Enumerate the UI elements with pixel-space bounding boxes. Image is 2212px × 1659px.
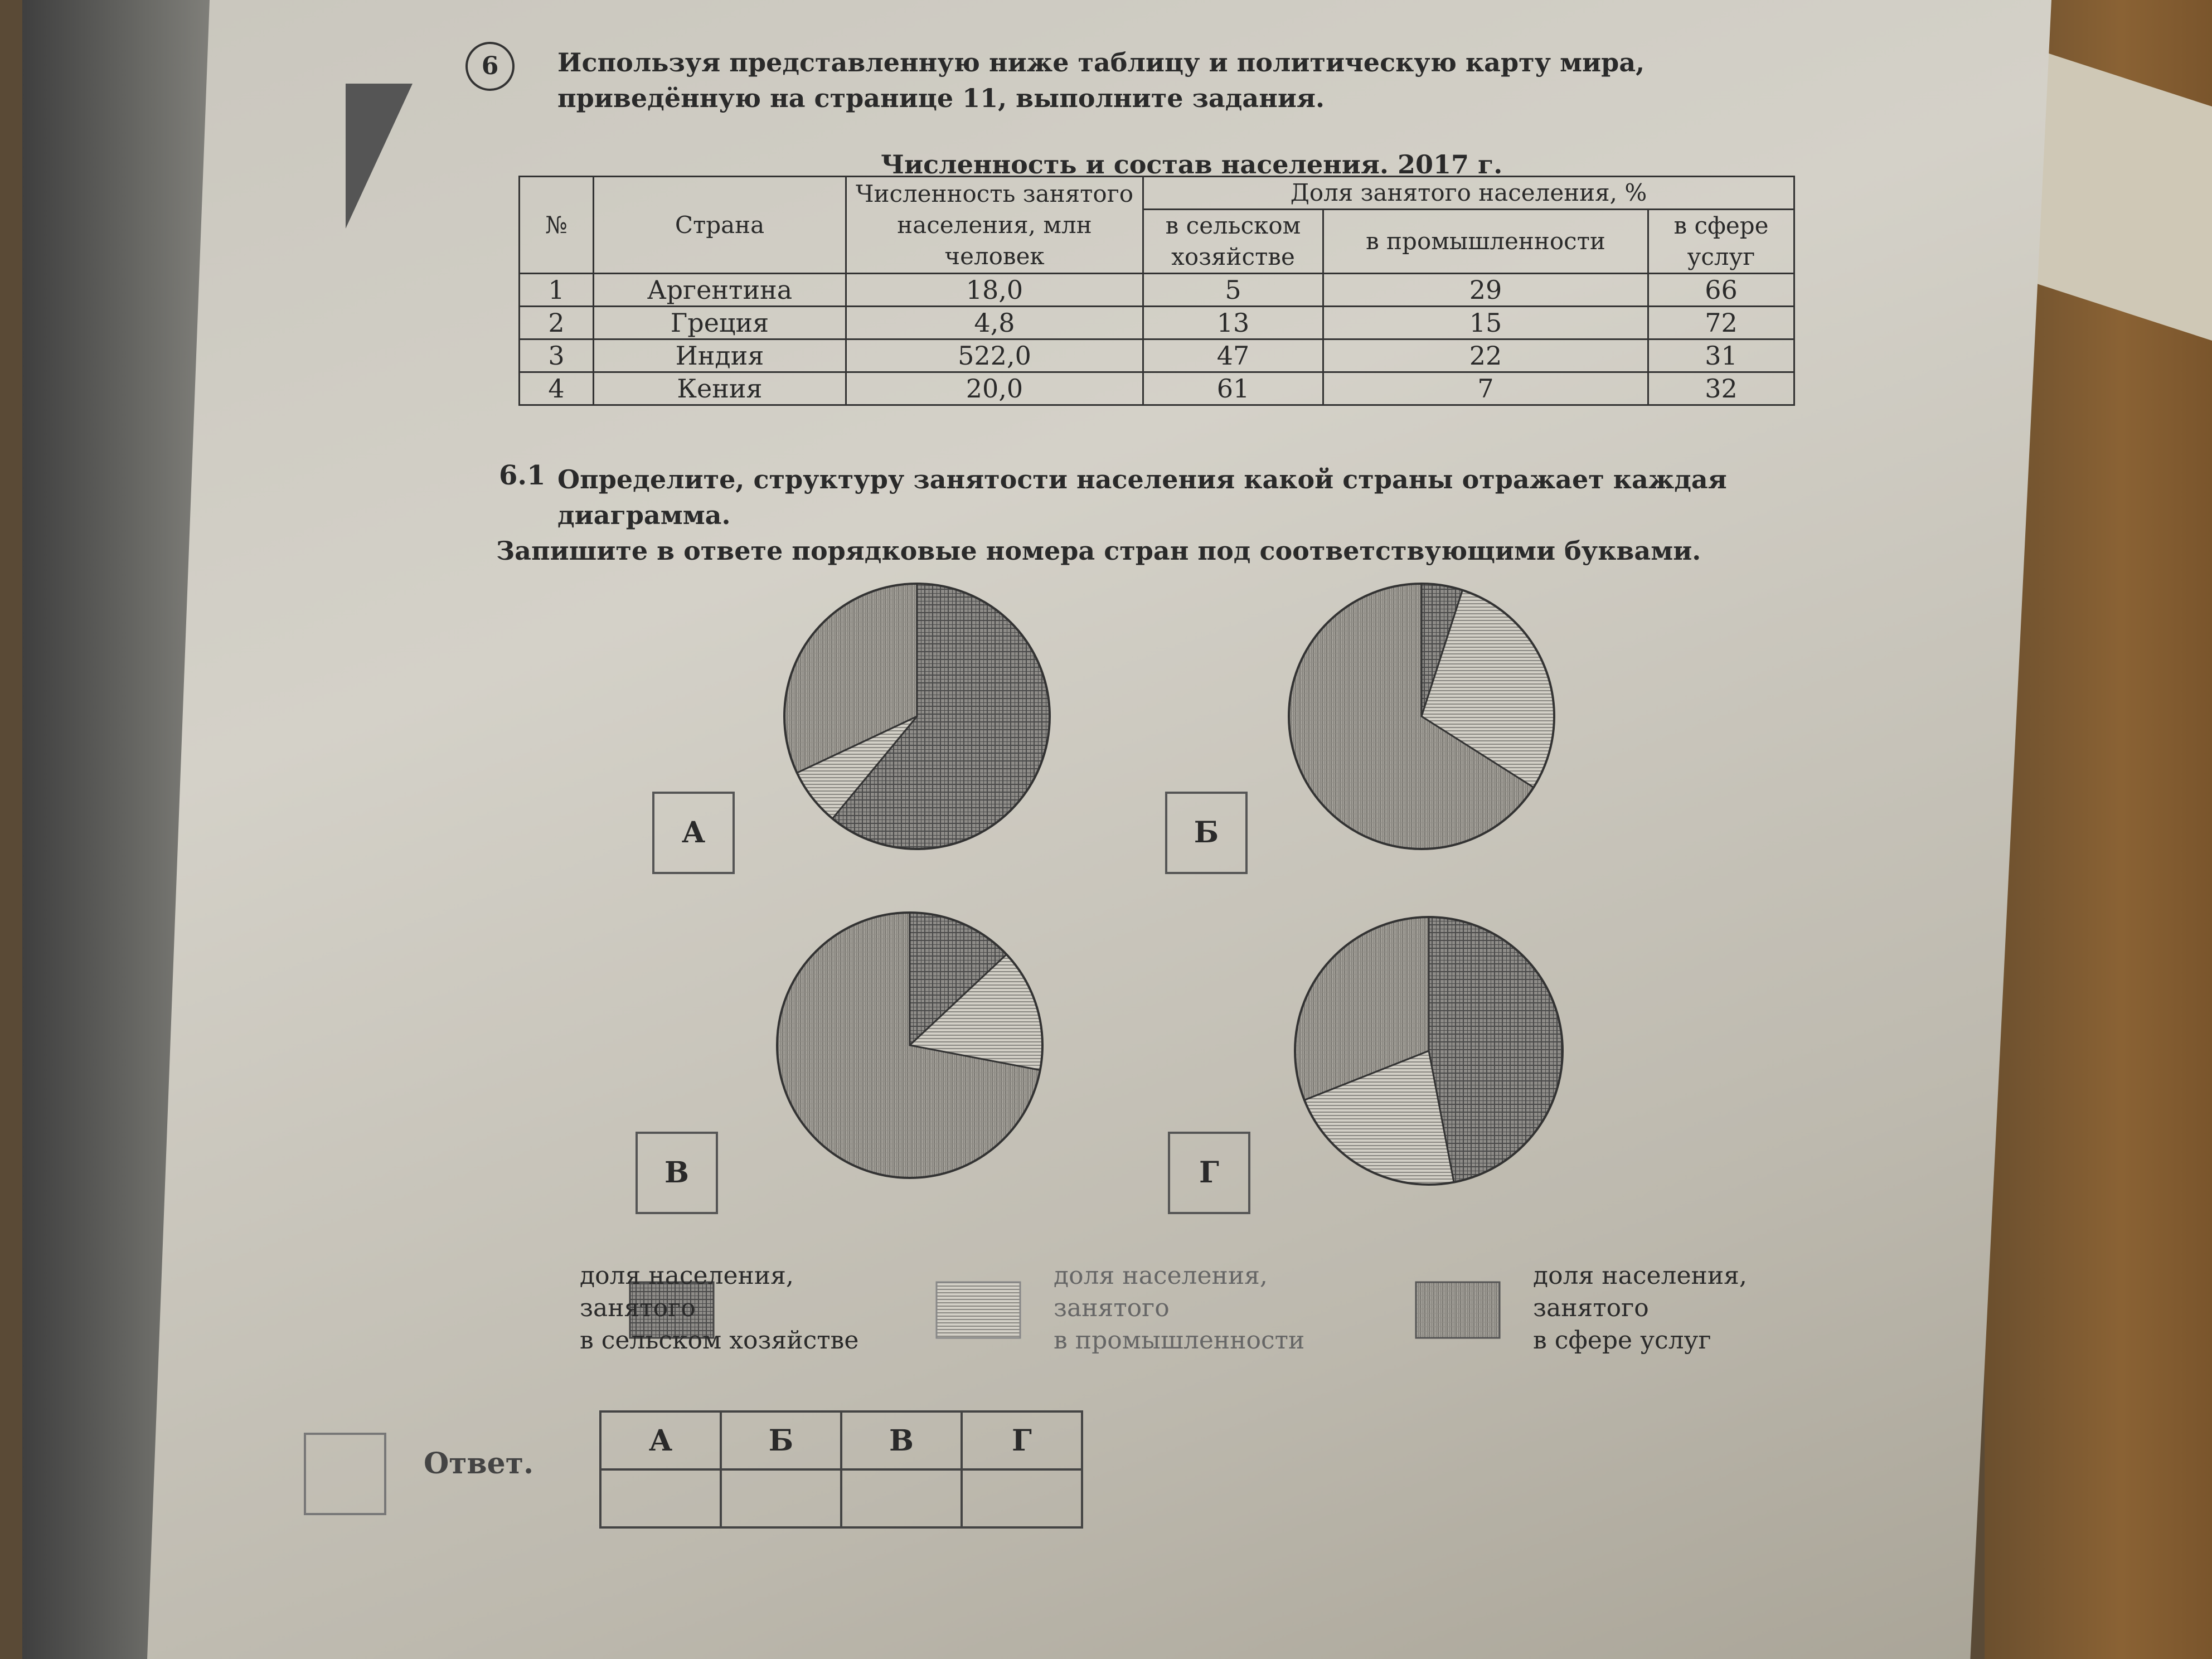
legend-line: занятого	[1054, 1294, 1170, 1322]
cell-employed: 18,0	[846, 274, 1143, 307]
header-country: Страна	[594, 177, 846, 274]
cell-num: 1	[520, 274, 594, 307]
table-title: Численность и состав населения. 2017 г.	[881, 149, 1503, 180]
score-box	[304, 1433, 386, 1515]
legend-line: в промышленности	[1054, 1326, 1305, 1355]
header-num: №	[520, 177, 594, 274]
pie-label-b: Б	[1165, 792, 1248, 874]
cell-industry: 15	[1323, 307, 1648, 339]
header-services: в сфере услуг	[1648, 210, 1794, 274]
cell-industry: 22	[1323, 339, 1648, 372]
task-number: 6	[465, 42, 515, 91]
cell-num: 4	[520, 372, 594, 405]
legend-line: доля населения,	[1533, 1262, 1747, 1290]
pie-label-v: В	[636, 1132, 718, 1214]
cell-agriculture: 47	[1143, 339, 1323, 372]
header-employed: Численность занятого населения, млн человек	[846, 177, 1143, 274]
header-agriculture: в сельском хозяйстве	[1143, 210, 1323, 274]
legend-line: занятого	[1533, 1294, 1649, 1322]
cell-services: 32	[1648, 372, 1794, 405]
answer-header-b: Б	[721, 1411, 841, 1469]
cell-employed: 522,0	[846, 339, 1143, 372]
answer-label: Ответ.	[424, 1447, 534, 1481]
cell-employed: 4,8	[846, 307, 1143, 339]
answer-table	[599, 1410, 1083, 1529]
cell-services: 66	[1648, 274, 1794, 307]
cell-agriculture: 13	[1143, 307, 1323, 339]
cell-services: 72	[1648, 307, 1794, 339]
pie-slice-agriculture	[1429, 917, 1563, 1182]
cell-employed: 20,0	[846, 372, 1143, 405]
task-intro: Используя представленную ниже таблицу и политическую карту мира, приведённую на странице 11, выполните задания.	[557, 47, 1645, 113]
header-share-group: Доля занятого населения, %	[1143, 177, 1794, 210]
header-industry: в промышленности	[1323, 210, 1648, 274]
answer-cell-b[interactable]	[721, 1469, 841, 1527]
legend-services	[1533, 1260, 1823, 1357]
pie-label-a: А	[652, 792, 735, 874]
cell-agriculture: 5	[1143, 274, 1323, 307]
answer-header-v: В	[841, 1411, 962, 1469]
pie-label-g: Г	[1168, 1132, 1250, 1214]
cell-country: Кения	[594, 372, 846, 405]
cell-industry: 7	[1323, 372, 1648, 405]
legend-line: доля населения,	[580, 1262, 794, 1290]
cell-country: Греция	[594, 307, 846, 339]
cell-num: 2	[520, 307, 594, 339]
question-line-2: Запишите в ответе порядковые номера стран под соответствующими буквами.	[496, 536, 1701, 566]
answer-cell-a[interactable]	[600, 1469, 721, 1527]
cell-num: 3	[520, 339, 594, 372]
legend-swatch-industry	[937, 1282, 1020, 1338]
answer-cell-g[interactable]	[962, 1469, 1082, 1527]
legend-agriculture	[580, 1260, 870, 1357]
answer-header-a: А	[600, 1411, 721, 1469]
question-line-1: Определите, структуру занятости населения какой страны отражает каждая диаграмма.	[557, 464, 1727, 530]
cell-agriculture: 61	[1143, 372, 1323, 405]
legend-swatch-services	[1416, 1282, 1500, 1338]
cell-services: 31	[1648, 339, 1794, 372]
answer-cell-v[interactable]	[841, 1469, 962, 1527]
cell-country: Индия	[594, 339, 846, 372]
question-number: 6.1	[499, 460, 546, 491]
legend-line: в сельском хозяйстве	[580, 1326, 859, 1355]
legend-line: доля населения,	[1054, 1262, 1268, 1290]
answer-header-g: Г	[962, 1411, 1082, 1469]
legend-line: в сфере услуг	[1533, 1326, 1711, 1355]
cell-country: Аргентина	[594, 274, 846, 307]
cell-industry: 29	[1323, 274, 1648, 307]
legend-industry	[1054, 1260, 1343, 1357]
legend-line: занятого	[580, 1294, 696, 1322]
